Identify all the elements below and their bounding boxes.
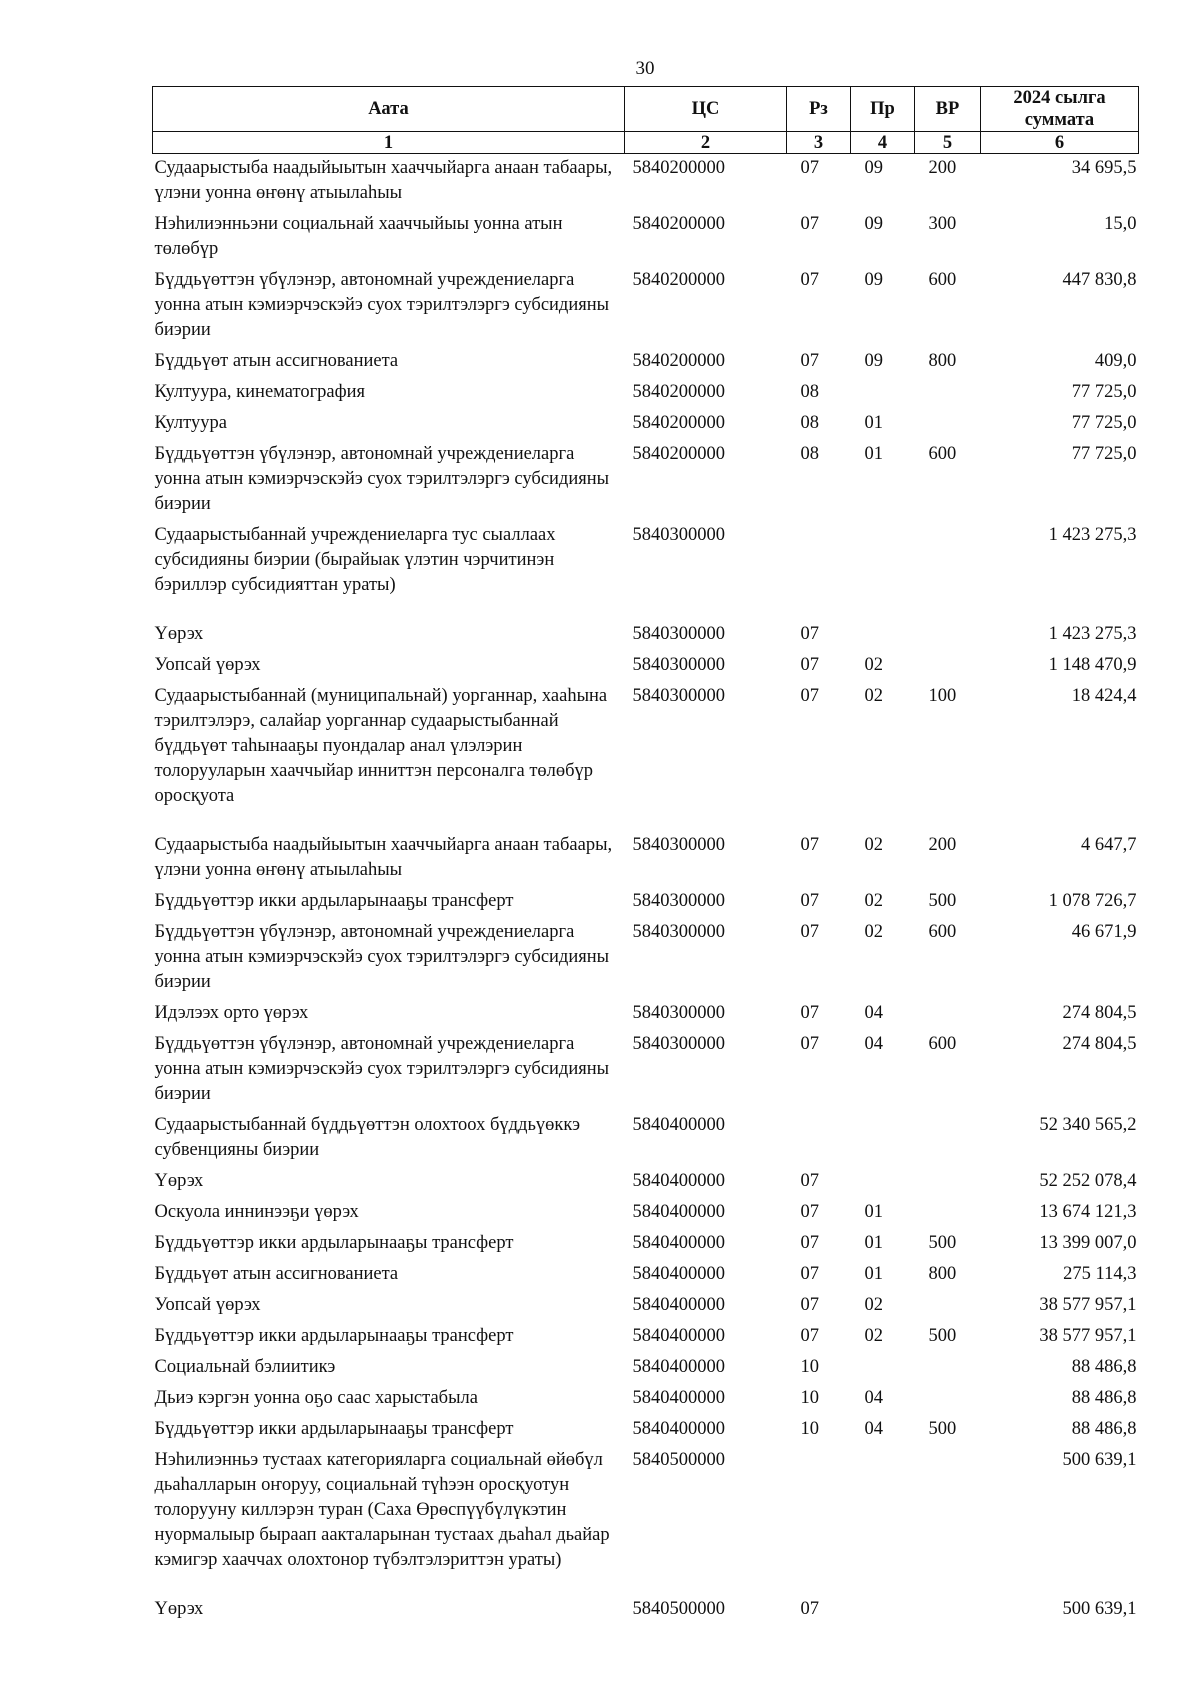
cell-vr: 500 (928, 1233, 957, 1253)
column-number: 5 (915, 132, 981, 154)
cell-name: Үөрэх (154, 1599, 204, 1619)
cell-cs: 5840400000 (632, 1326, 725, 1346)
cell-rz: 07 (800, 624, 819, 644)
cell-sum: 38 577 957,1 (1039, 1326, 1137, 1346)
cell-sum: 274 804,5 (1062, 1003, 1137, 1023)
cell-pr: 02 (864, 891, 883, 911)
cell-cs: 5840300000 (632, 624, 725, 644)
cell-cs: 5840200000 (632, 270, 725, 290)
table-row (153, 918, 1139, 999)
table-row (153, 887, 1139, 918)
cell-sum: 77 725,0 (1071, 444, 1137, 464)
cell-name: Судаарыстыба наадыйыытын хааччыйарга анаан табаары, үлэни уонна өҥөнү атыылаһыы (154, 158, 613, 203)
cell-pr (851, 1353, 915, 1384)
cell-sum: 18 424,4 (1071, 686, 1137, 706)
cell-sum: 500 639,1 (1062, 1450, 1137, 1470)
cell-pr: 01 (864, 1233, 883, 1253)
cell-vr (915, 409, 981, 440)
cell-vr (915, 1384, 981, 1415)
cell-vr: 600 (928, 1034, 957, 1054)
cell-name: Култуура, кинематография (154, 382, 366, 402)
cell-sum: 1 078 726,7 (1048, 891, 1137, 911)
cell-pr (851, 620, 915, 651)
table-row (153, 266, 1139, 347)
cell-pr: 09 (864, 351, 883, 371)
cell-pr: 02 (864, 922, 883, 942)
cell-pr (851, 378, 915, 409)
cell-name: Уопсай үөрэх (154, 1295, 261, 1315)
cell-pr: 09 (864, 214, 883, 234)
cell-pr: 02 (864, 835, 883, 855)
cell-name: Судаарыстыба наадыйыытын хааччыйарга анаан табаары, үлэни уонна өҥөнү атыылаһыы (154, 835, 613, 880)
cell-vr (915, 1111, 981, 1167)
table-header (153, 87, 1139, 154)
cell-sum: 13 674 121,3 (1039, 1202, 1137, 1222)
column-number: 6 (981, 132, 1139, 154)
cell-rz: 07 (800, 158, 819, 178)
cell-name: Бүддьүөттэр икки ардыларынааҕы трансферт (154, 1419, 514, 1439)
cell-vr: 800 (928, 1264, 957, 1284)
cell-rz: 07 (800, 1233, 819, 1253)
cell-name: Бүддьүөттэн үбүлэнэр, автономнай учреждениеларга уонна атын кэмиэрчэскэйэ суох тэрилтэлэргэ субсидияны биэрии (154, 444, 610, 514)
header-pr: Пр (851, 87, 915, 132)
cell-name: Үөрэх (154, 1171, 204, 1191)
header-sum: 2024 сылга суммата (981, 87, 1139, 132)
cell-rz: 07 (800, 655, 819, 675)
cell-cs: 5840400000 (632, 1233, 725, 1253)
cell-sum: 1 423 275,3 (1048, 525, 1137, 545)
cell-pr: 02 (864, 686, 883, 706)
table-row (153, 1229, 1139, 1260)
cell-cs: 5840200000 (632, 413, 725, 433)
cell-cs: 5840200000 (632, 351, 725, 371)
table-row (153, 1595, 1139, 1626)
cell-name: Үөрэх (154, 624, 204, 644)
cell-name: Идэлээх орто үөрэх (154, 1003, 309, 1023)
page-number: 30 (635, 58, 655, 79)
cell-sum: 77 725,0 (1071, 382, 1137, 402)
cell-rz (787, 1111, 851, 1167)
cell-name: Нэһилиэнньэни социальнай хааччыйыы уонна атын төлөбүр (154, 214, 563, 259)
cell-vr: 100 (928, 686, 957, 706)
table-row (153, 1415, 1139, 1446)
cell-rz: 07 (800, 1599, 819, 1619)
cell-sum: 1 423 275,3 (1048, 624, 1137, 644)
table-row (153, 521, 1139, 620)
cell-vr (915, 1291, 981, 1322)
cell-rz: 10 (800, 1388, 819, 1408)
cell-name: Нэһилиэнньэ тустаах категорияларга социальнай өйөбүл дьаһалларын оҥоруу, социальнай түһээн оросқуотун толорууну киллэрэн туран (Саха Өрөспүүбүлүкэтин нуормалыыр быраап аакталарынан тустаах дьаһал дьайар кэмигэр хааччах олохтонор түбэлтэлэриттэн ураты) (154, 1450, 610, 1570)
cell-name: Оскуола иннинээҕи үөрэх (154, 1202, 359, 1222)
table-row (153, 1322, 1139, 1353)
cell-sum: 77 725,0 (1071, 413, 1137, 433)
cell-rz: 10 (800, 1419, 819, 1439)
cell-rz: 07 (800, 835, 819, 855)
cell-vr: 500 (928, 1419, 957, 1439)
cell-rz: 07 (800, 1003, 819, 1023)
cell-cs: 5840300000 (632, 655, 725, 675)
cell-pr (851, 521, 915, 620)
cell-sum: 15,0 (1104, 214, 1137, 234)
cell-sum: 88 486,8 (1071, 1419, 1137, 1439)
table-row (153, 1030, 1139, 1111)
cell-cs: 5840400000 (632, 1264, 725, 1284)
cell-vr (915, 1353, 981, 1384)
cell-rz: 07 (800, 1264, 819, 1284)
cell-vr (915, 999, 981, 1030)
column-number: 2 (625, 132, 787, 154)
cell-vr: 200 (928, 158, 957, 178)
cell-pr: 04 (864, 1034, 883, 1054)
cell-rz: 08 (800, 382, 819, 402)
cell-vr (915, 1595, 981, 1626)
cell-name: Дьиэ кэргэн уонна оҕо саас харыстабыла (154, 1388, 478, 1408)
table-row (153, 1291, 1139, 1322)
cell-name: Бүддьүөт атын ассигнованиета (154, 1264, 399, 1284)
cell-rz: 07 (800, 922, 819, 942)
cell-vr (915, 1167, 981, 1198)
table-row (153, 1446, 1139, 1595)
cell-pr: 02 (864, 1326, 883, 1346)
cell-pr: 04 (864, 1388, 883, 1408)
cell-cs: 5840300000 (632, 891, 725, 911)
cell-cs: 5840400000 (632, 1357, 725, 1377)
cell-rz: 07 (800, 1202, 819, 1222)
cell-name: Бүддьүөт атын ассигнованиета (154, 351, 399, 371)
cell-cs: 5840400000 (632, 1419, 725, 1439)
cell-rz: 07 (800, 1171, 819, 1191)
cell-name: Уопсай үөрэх (154, 655, 261, 675)
table-row (153, 682, 1139, 831)
cell-sum: 52 252 078,4 (1039, 1171, 1137, 1191)
table-row (153, 1260, 1139, 1291)
cell-vr (915, 620, 981, 651)
cell-cs: 5840500000 (632, 1450, 725, 1470)
column-numbers-row (153, 132, 1139, 154)
cell-pr (851, 1111, 915, 1167)
cell-rz: 07 (800, 1295, 819, 1315)
cell-cs: 5840300000 (632, 525, 725, 545)
cell-sum: 46 671,9 (1071, 922, 1137, 942)
cell-cs: 5840200000 (632, 158, 725, 178)
cell-pr: 04 (864, 1003, 883, 1023)
table-body (153, 154, 1139, 1627)
cell-cs: 5840300000 (632, 1003, 725, 1023)
cell-name: Бүддьүөттэн үбүлэнэр, автономнай учреждениеларга уонна атын кэмиэрчэскэйэ суох тэрилтэлэргэ субсидияны биэрии (154, 1034, 610, 1104)
cell-cs: 5840400000 (632, 1115, 725, 1135)
cell-rz (787, 521, 851, 620)
budget-table (152, 86, 1139, 1626)
column-number: 1 (153, 132, 625, 154)
table-row (153, 1353, 1139, 1384)
cell-vr: 600 (928, 270, 957, 290)
cell-name: Судаарыстыбаннай учреждениеларга тус сыаллаах субсидияны биэрии (бырайыак үлэтин чэрчитинэн бэриллэр субсидияттан ураты) (154, 525, 556, 595)
cell-cs: 5840200000 (632, 444, 725, 464)
cell-rz: 07 (800, 686, 819, 706)
table-row (153, 620, 1139, 651)
cell-vr: 800 (928, 351, 957, 371)
cell-sum: 275 114,3 (1063, 1264, 1137, 1284)
cell-cs: 5840300000 (632, 922, 725, 942)
table-row (153, 1111, 1139, 1167)
cell-pr: 01 (864, 1202, 883, 1222)
header-rz: Рз (787, 87, 851, 132)
table-row (153, 378, 1139, 409)
cell-sum: 52 340 565,2 (1039, 1115, 1137, 1135)
table-row (153, 651, 1139, 682)
cell-pr: 04 (864, 1419, 883, 1439)
cell-sum: 13 399 007,0 (1039, 1233, 1137, 1253)
cell-vr (915, 521, 981, 620)
cell-sum: 500 639,1 (1062, 1599, 1137, 1619)
table-row (153, 1384, 1139, 1415)
cell-rz: 07 (800, 1034, 819, 1054)
cell-vr: 600 (928, 444, 957, 464)
cell-name: Социальнай бэлиитикэ (154, 1357, 336, 1377)
cell-cs: 5840200000 (632, 214, 725, 234)
cell-sum: 88 486,8 (1071, 1388, 1137, 1408)
header-name: Аата (153, 87, 625, 132)
cell-vr: 300 (928, 214, 957, 234)
cell-cs: 5840300000 (632, 835, 725, 855)
cell-pr: 01 (864, 444, 883, 464)
cell-name: Судаарыстыбаннай (муниципальнай) уорганнар, хааһына тэрилтэлэрэ, салайар уорганнар судаарыстыбаннай бүддьүөт таһынааҕы пуондалар анал үлэлэрин толорууларын хааччыйар инниттэн персоналга төлөбүр оросқуота (154, 686, 608, 806)
cell-pr: 01 (864, 1264, 883, 1284)
cell-rz: 07 (800, 891, 819, 911)
cell-name: Бүддьүөттэр икки ардыларынааҕы трансферт (154, 891, 514, 911)
column-number: 3 (787, 132, 851, 154)
cell-pr: 02 (864, 1295, 883, 1315)
cell-name: Бүддьүөттэн үбүлэнэр, автономнай учреждениеларга уонна атын кэмиэрчэскэйэ суох тэрилтэлэргэ субсидияны биэрии (154, 270, 610, 340)
table-row (153, 1167, 1139, 1198)
cell-vr (915, 1446, 981, 1595)
cell-vr: 200 (928, 835, 957, 855)
cell-sum: 1 148 470,9 (1048, 655, 1137, 675)
table-row (153, 409, 1139, 440)
header-cs: ЦС (625, 87, 787, 132)
table-row (153, 999, 1139, 1030)
cell-name: Бүддьүөттэн үбүлэнэр, автономнай учреждениеларга уонна атын кэмиэрчэскэйэ суох тэрилтэлэргэ субсидияны биэрии (154, 922, 610, 992)
cell-cs: 5840300000 (632, 686, 725, 706)
cell-cs: 5840400000 (632, 1202, 725, 1222)
cell-vr: 500 (928, 1326, 957, 1346)
table-row (153, 831, 1139, 887)
cell-vr: 600 (928, 922, 957, 942)
cell-rz: 07 (800, 351, 819, 371)
cell-name: Бүддьүөттэр икки ардыларынааҕы трансферт (154, 1326, 514, 1346)
cell-cs: 5840400000 (632, 1295, 725, 1315)
column-number: 4 (851, 132, 915, 154)
cell-sum: 34 695,5 (1071, 158, 1137, 178)
cell-pr (851, 1167, 915, 1198)
cell-rz: 07 (800, 214, 819, 234)
cell-cs: 5840300000 (632, 1034, 725, 1054)
header-vr: ВР (915, 87, 981, 132)
cell-vr (915, 378, 981, 409)
cell-cs: 5840400000 (632, 1388, 725, 1408)
cell-name: Судаарыстыбаннай бүддьүөттэн олохтоох бүддьүөккэ субвенцияны биэрии (154, 1115, 581, 1160)
cell-sum: 4 647,7 (1081, 835, 1137, 855)
table-row (153, 154, 1139, 211)
cell-cs: 5840200000 (632, 382, 725, 402)
cell-rz: 07 (800, 270, 819, 290)
cell-pr: 09 (864, 270, 883, 290)
cell-vr (915, 1198, 981, 1229)
cell-pr: 02 (864, 655, 883, 675)
table-row (153, 440, 1139, 521)
cell-name: Бүддьүөттэр икки ардыларынааҕы трансферт (154, 1233, 514, 1253)
cell-sum: 38 577 957,1 (1039, 1295, 1137, 1315)
cell-rz: 10 (800, 1357, 819, 1377)
table-row (153, 347, 1139, 378)
cell-sum: 409,0 (1094, 351, 1137, 371)
cell-name: Култуура (154, 413, 227, 433)
cell-pr (851, 1595, 915, 1626)
cell-pr: 09 (864, 158, 883, 178)
cell-vr (915, 651, 981, 682)
cell-sum: 447 830,8 (1062, 270, 1137, 290)
cell-pr: 01 (864, 413, 883, 433)
cell-pr (851, 1446, 915, 1595)
cell-cs: 5840500000 (632, 1599, 725, 1619)
cell-rz (787, 1446, 851, 1595)
table-row (153, 1198, 1139, 1229)
cell-vr: 500 (928, 891, 957, 911)
cell-sum: 88 486,8 (1071, 1357, 1137, 1377)
cell-cs: 5840400000 (632, 1171, 725, 1191)
cell-rz: 08 (800, 444, 819, 464)
table-row (153, 210, 1139, 266)
cell-rz: 07 (800, 1326, 819, 1346)
cell-sum: 274 804,5 (1062, 1034, 1137, 1054)
cell-rz: 08 (800, 413, 819, 433)
